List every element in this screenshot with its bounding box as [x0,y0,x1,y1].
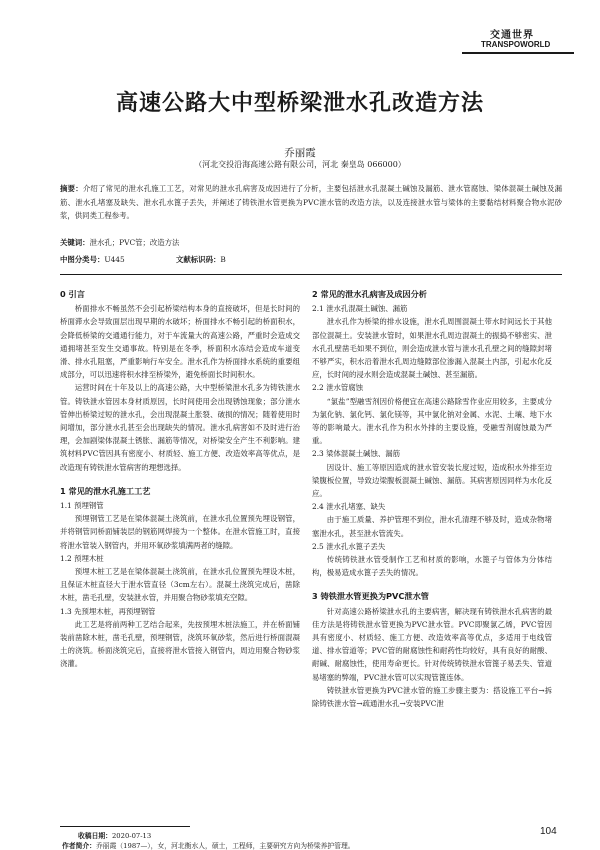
abstract-label: 摘要： [60,184,83,193]
header-rule [462,52,574,54]
author-bio [62,840,355,850]
doc-code-label: 文献标识码： [176,255,221,264]
paragraph: 预埋木桩工艺是在梁体混凝土浇筑前，在泄水孔位置预先埋设木桩，且保证木桩直径大于泄水管直径（3cm左右）。混凝土浇筑完成后，凿除木桩，凿毛孔壁，安装泄水管，并用聚合物砂浆填充空隙。 [60,567,300,603]
keywords [60,237,562,248]
author-name: 乔丽霞 [284,147,316,159]
section-heading: 1 常见的泄水孔施工工艺 [60,485,151,496]
document-code [176,254,226,265]
bio-label: 作者简介： [62,842,96,850]
clc-value: U445 [104,255,125,264]
abstract-text: 介绍了常见的泄水孔施工工艺，对常见的泄水孔病害及成因进行了分析，主要包括泄水孔混凝土碱蚀及漏筋、泄水管腐蚀、梁体混凝土碱蚀及漏筋、泄水孔堵塞及缺失、泄水孔水篦子丢失，并阐述了铸铁泄水管更换为PVC泄水管的改造方法，以及连接泄水管与梁体的主要黏结材料聚合物水泥砂浆，供同类工程参考。 [60,184,562,220]
paragraph: 此工艺是将前两种工艺结合起来，先按预埋木桩法施工，并在桥面铺装前凿除木桩，凿毛孔壁，预埋钢管，浇筑环氧砂浆，然后进行桥面混凝土的浇筑。桥面浇筑完后，直接将泄水管接入钢管内，周边用聚合物砂浆浇灌。 [60,619,300,669]
keywords-text: 泄水孔；PVC管；改造方法 [89,238,180,247]
author-affiliation: （河北交投沿海高速公路有限公司，河北 秦皇岛 066000） [194,160,406,169]
journal-name-en: TRANSPOWORLD [481,40,551,49]
bio-text: 乔丽霞（1987—），女，河北衡水人，硕士，工程师，主要研究方向为桥梁养护管理。 [95,842,355,850]
subsection-heading: 2.5 泄水孔水篦子丢失 [312,541,386,551]
paragraph: 泄水孔作为桥梁的排水设施，泄水孔周围混凝土带水时间远长于其他部位混凝土。安装泄水管时，如果泄水孔周边混凝土的振捣不够密实、泄水孔孔壁凿毛如果不到位，则会造成泄水管与泄水孔孔壁之间的缝隙封堵不够严实，积水沿着泄水孔周边缝隙部位渗漏入混凝土内部，引起水化反应，长时间的浸水则会造成混凝土碱蚀、甚至漏筋。 [312,317,552,380]
section-heading: 3 铸铁泄水管更换为PVC泄水管 [312,591,429,602]
abstract [60,182,562,223]
subsection-heading: 2.4 泄水孔堵塞、缺失 [312,502,386,512]
paragraph: 预埋钢管工艺是在梁体混凝土浇筑前，在泄水孔位置预先埋设钢管，并将钢管同桥面铺装层的钢筋网焊接为一个整体。在泄水管施工时，直接将泄水管装入钢管内，并用环氧砂浆填满两者的缝隙。 [60,514,300,550]
received-value: 2020-07-13 [111,832,152,840]
paragraph: 传统铸铁泄水管受制作工艺和材质的影响，水篦子与管体为分体结构，极易造成水篦子丢失的情况。 [312,555,552,578]
subsection-heading: 1.2 预埋木桩 [60,553,104,563]
section-heading: 2 常见的泄水孔病害及成因分析 [312,289,427,299]
clc-label: 中图分类号： [60,255,105,264]
abstract-divider [60,274,562,275]
received-label: 收稿日期： [78,832,112,840]
paragraph: 由于施工质量、养护管理不到位，泄水孔清理不够及时，造成杂物堵塞泄水孔，甚至泄水管流失。 [312,515,552,538]
subsection-heading: 1.1 预埋钢管 [60,501,104,511]
page-number: 104 [540,826,557,837]
article-title: 高速公路大中型桥梁泄水孔改造方法 [115,91,484,116]
paragraph: 桥面排水不畅虽然不会引起桥梁结构本身的直接破坏，但是长时间的桥面滞水会导致面层出现早期的水破坏；桥面排水不畅引起的桥面积水，会降低桥梁的交通通行能力，对于车流量大的高速公路，严重时会造成交通拥堵甚至发生交通事故。特别是在冬季，桥面积水冻结会造成车道变滑、排水孔阻塞，严重影响行车安全。泄水孔作为桥面排水系统的重要组成部分，可以迅速将积水排至桥梁外，避免桥面长时间积水。 [60,304,300,380]
journal-name-cn: 交通世界 [490,30,534,41]
keywords-label: 关键词： [60,238,90,247]
clc-number [60,254,125,265]
paragraph: “氯盐”型融雪剂因价格便宜在高速公路除雪作业应用较多，主要成分为氯化钠、氯化钙、氯化镁等，其中氯化钠对金属、水泥、土壤、地下水等的影响最大。泄水孔作为积水外排的主要设施，受融雪剂腐蚀最为严重。 [312,396,552,446]
paragraph: 铸铁泄水管更换为PVC泄水管的施工步骤主要为：搭设施工平台→拆除铸铁泄水管→疏通泄水孔→安装PVC泄 [312,685,552,709]
paragraph: 运营时间在十年及以上的高速公路，大中型桥梁泄水孔多为铸铁泄水管。铸铁泄水管因本身材质原因，长时间使用会出现锈蚀现象；部分泄水管伸出桥梁过短的泄水孔，会出现混凝土胀裂、破损的情况；随着使用时间增加，部分泄水孔甚至会出现缺失的情况。泄水孔病害如不及时进行治理，会加剧梁体混凝土锈胀、漏筋等情况，对桥梁安全产生不利影响。建筑材料PVC管因具有密度小、材质轻、施工方便、改造效率高等优点，是改造现有铸铁泄水管病害的理想选择。 [60,383,300,472]
doc-code-value: B [220,255,226,264]
paragraph: 因设计、施工等原因造成的泄水管安装长度过短，造成积水外排至边梁腹板位置，导致边梁腹板混凝土碱蚀、漏筋。其病害原因同样为水化反应。 [312,462,552,499]
footnote-rule [60,826,190,827]
section-heading: 0 引言 [60,289,85,299]
subsection-heading: 2.3 梁体混凝土碱蚀、漏筋 [312,449,401,459]
subsection-heading: 2.1 泄水孔混凝土碱蚀、漏筋 [312,304,408,314]
paragraph: 针对高速公路桥梁泄水孔的主要病害，解决现有铸铁泄水孔病害的最佳方法是将铸铁泄水管更换为PVC泄水管。PVC即聚氯乙烯，PVC管因具有密度小、材质轻、施工方便、改造效率高等优点，多适用于电线管道、排水管道等；PVC管的耐腐蚀性和耐药性均较好，具有良好的耐酸、耐碱、耐腐蚀性，使用寿命更长。针对传统铸铁泄水管篦子易丢失、管道易堵塞的弊端，PVC泄水管可以实现管篦连体。 [312,606,552,682]
subsection-heading: 2.2 泄水管腐蚀 [312,383,364,393]
right-column [312,286,552,710]
left-column [60,286,300,671]
subsection-heading: 1.3 先预埋木桩，再预埋钢管 [60,606,156,616]
received-date [78,830,151,840]
